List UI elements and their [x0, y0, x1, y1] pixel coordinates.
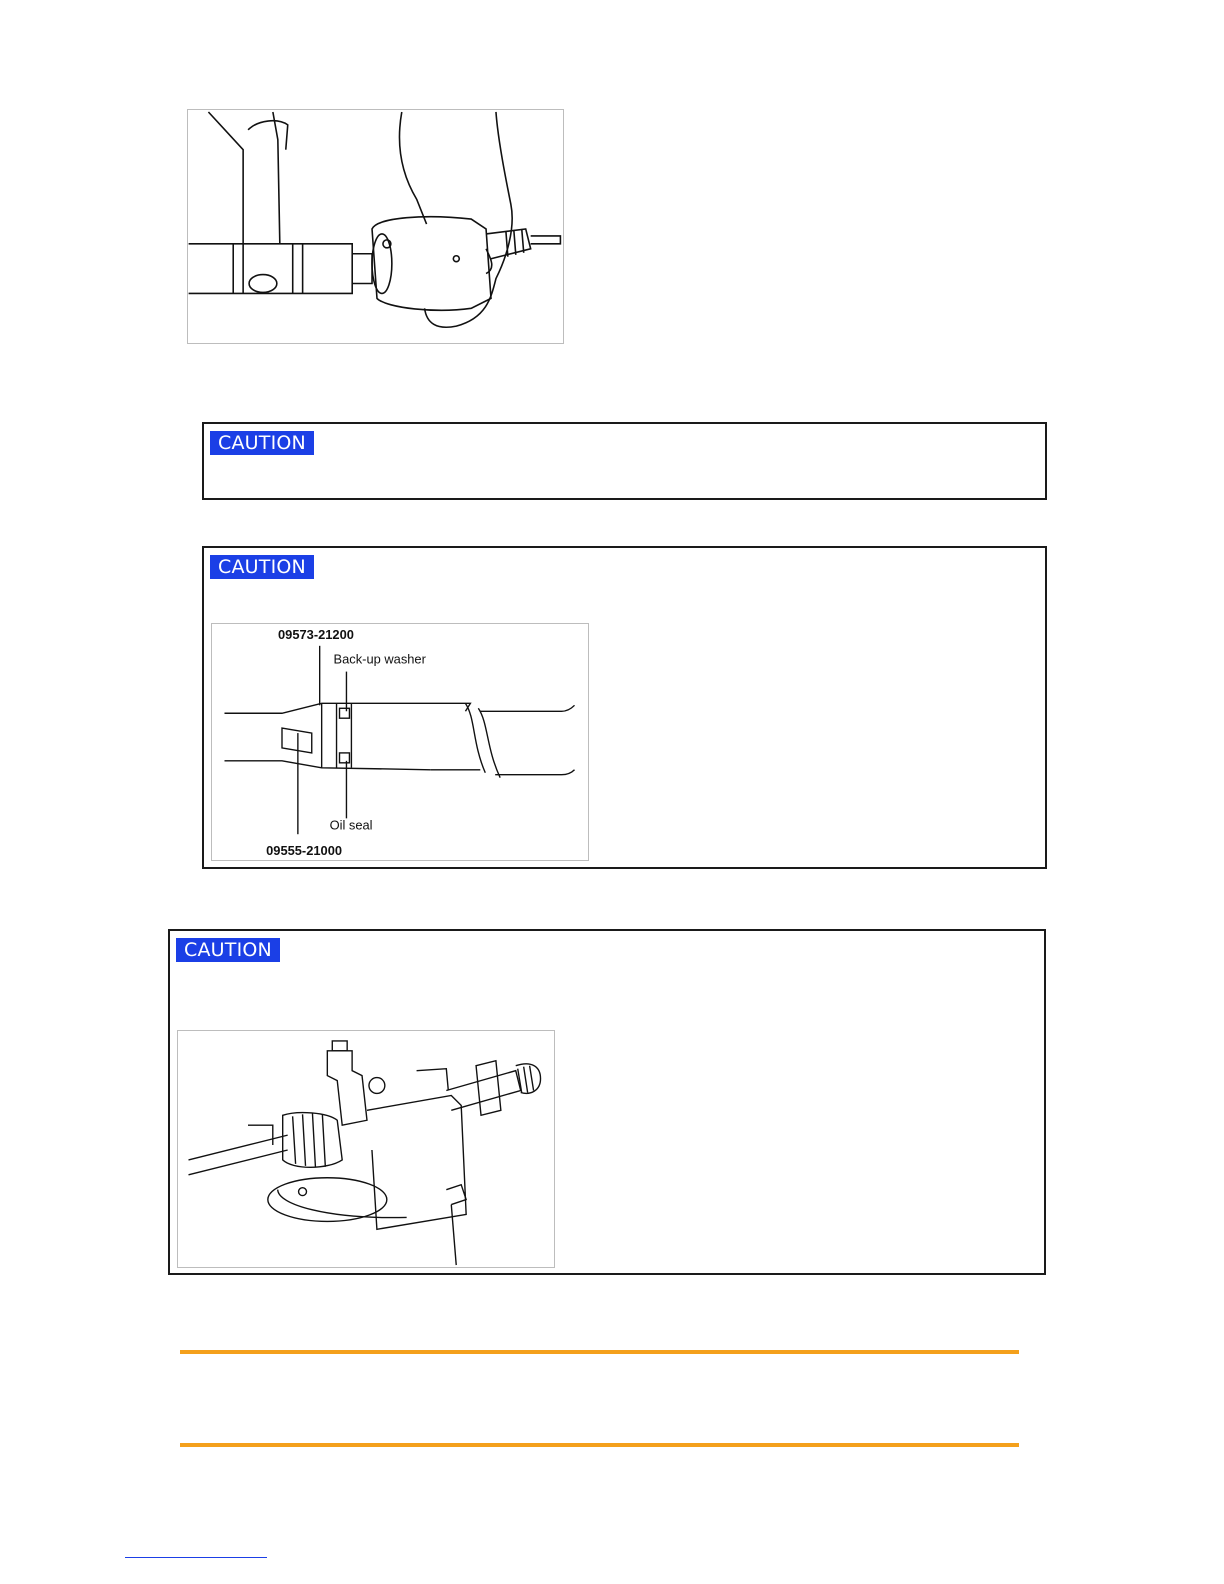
- caution-box-1: [202, 422, 1047, 500]
- pinion-removal-figure: [187, 109, 564, 344]
- section-divider-bottom: [180, 1443, 1019, 1447]
- caution-box-2: [202, 546, 1047, 869]
- footer-link-underline[interactable]: [125, 1557, 267, 1558]
- section-divider-top: [180, 1350, 1019, 1354]
- caution-badge: CAUTION: [176, 938, 280, 962]
- steering-gear-vise-figure: [177, 1030, 555, 1268]
- oil-seal-figure: [211, 623, 589, 861]
- caution-box-3: [168, 929, 1046, 1275]
- tool-number-top-label: 09573-21200: [278, 626, 354, 642]
- tool-number-bottom-label: 09555-21000: [266, 843, 343, 859]
- caution-badge: CAUTION: [210, 555, 314, 579]
- oil-seal-label: Oil seal: [329, 817, 373, 833]
- caution-badge: CAUTION: [210, 431, 314, 455]
- backup-washer-label: Back-up washer: [333, 651, 426, 667]
